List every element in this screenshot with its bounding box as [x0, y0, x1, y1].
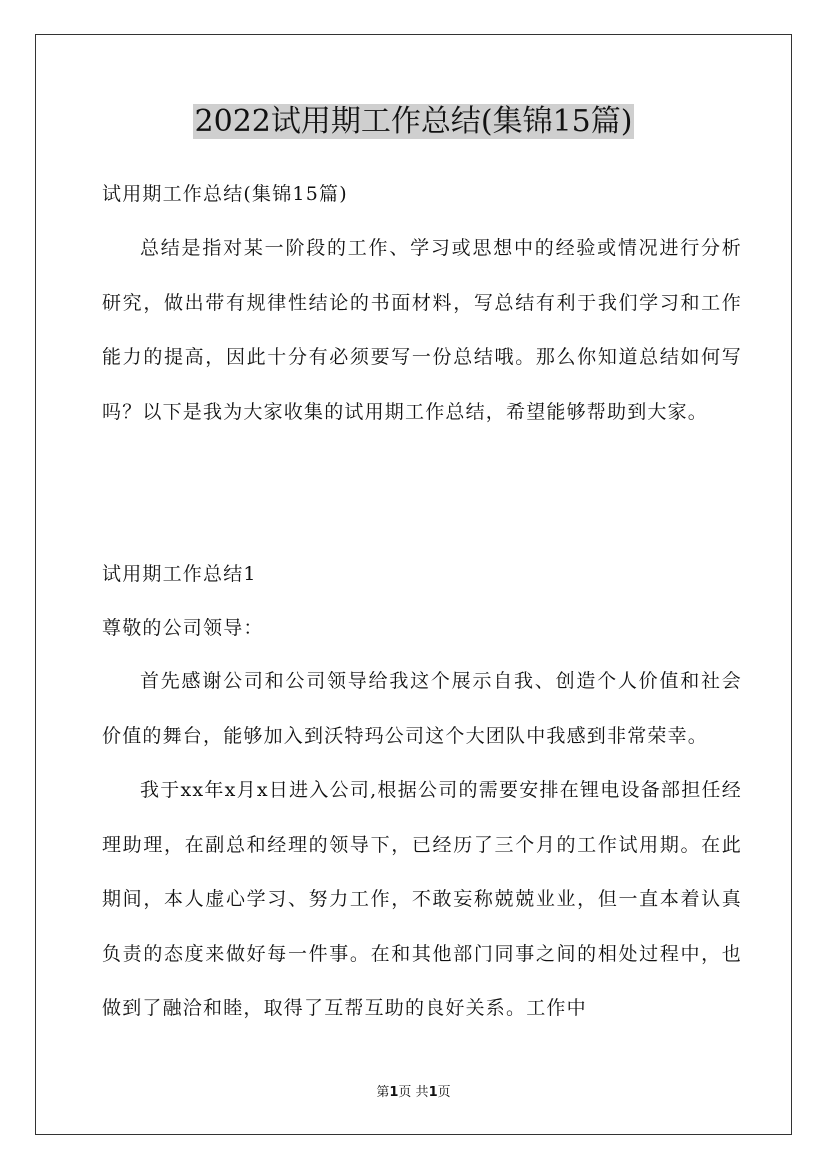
intro-paragraph: 总结是指对某一阶段的工作、学习或思想中的经验或情况进行分析研究，做出带有规律性结论的书面材料，写总结有利于我们学习和工作能力的提高，因此十分有必须要写一份总结哦。那么你知道总结如何写吗？以下是我为大家收集的试用期工作总结，希望能够帮助到大家。	[102, 237, 742, 423]
page-footer	[0, 1084, 827, 1102]
document-title-text: 2022试用期工作总结(集锦15篇)	[194, 104, 633, 139]
footer-page-prefix: 第	[376, 1085, 390, 1100]
body-paragraph-2: 我于xx年x月x日进入公司,根据公司的需要安排在锂电设备部担任经理助理，在副总和经理的领导下，已经历了三个月的工作试用期。在此期间，本人虚心学习、努力工作，不敢妄称兢兢业业，但一直本着认真负责的态度来做好每一件事。在和其他部门同事之间的相处过程中，也做到了融洽和睦，取得了互帮互助的良好关系。工作中	[102, 779, 742, 1020]
footer-page-suffix: 页	[437, 1085, 451, 1100]
document-subtitle: 试用期工作总结(集锦15篇)	[102, 183, 348, 205]
document-title	[0, 101, 827, 143]
footer-page-mid: 页 共	[398, 1085, 429, 1100]
footer-page-total: 1	[428, 1085, 438, 1100]
section-heading: 试用期工作总结1	[102, 563, 257, 585]
body-paragraph-1: 首先感谢公司和公司领导给我这个展示自我、创造个人价值和社会价值的舞台，能够加入到沃特玛公司这个大团队中我感到非常荣幸。	[102, 670, 742, 747]
footer-page-number: 1	[389, 1085, 399, 1100]
salutation: 尊敬的公司领导：	[102, 617, 264, 639]
